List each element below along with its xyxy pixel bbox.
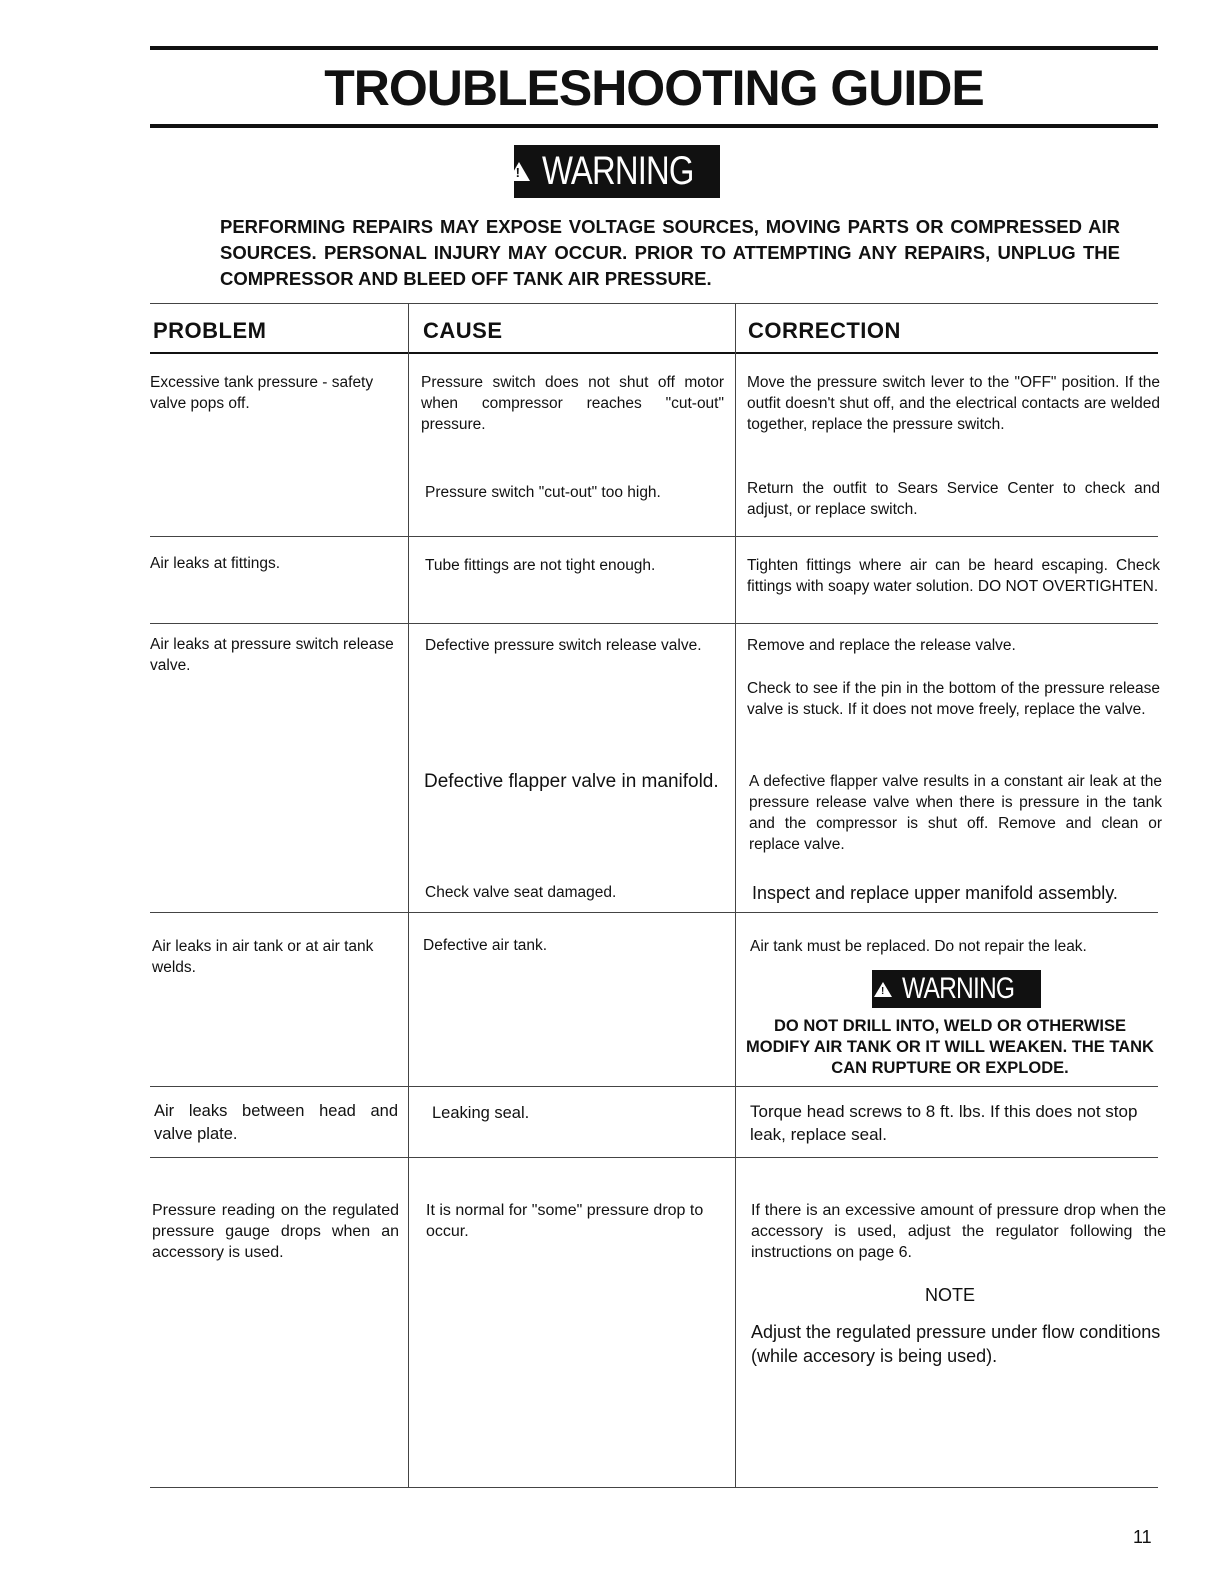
tank-warning-badge — [872, 970, 1041, 1008]
tank-warning-text: DO NOT DRILL INTO, WELD OR OTHERWISE MODIFY AIR TANK OR IT WILL WEAKEN. THE TANK CAN RUPTURE OR EXPLODE. — [746, 1017, 1154, 1077]
column-divider — [408, 303, 409, 1487]
correction-cell: Move the pressure switch lever to the "OFF" position. If the outfit doesn't shut off, and the electrical contacts are welded together, replace the pressure switch. — [747, 374, 1160, 433]
correction-cell: Remove and replace the release valve. — [747, 637, 1016, 654]
header-correction: CORRECTION — [748, 318, 901, 343]
cause-cell: Check valve seat damaged. — [425, 884, 617, 901]
cause-cell: Pressure switch does not shut off motor when compressor reaches "cut-out" pressure. — [421, 374, 724, 433]
problem-cell: Air leaks at pressure switch release valve. — [150, 636, 394, 674]
row-divider — [150, 1086, 1158, 1087]
row-divider — [150, 623, 1158, 624]
top-rule — [150, 46, 1158, 50]
header-problem: PROBLEM — [153, 318, 267, 343]
warning-triangle-icon: ! — [508, 162, 530, 181]
cause-cell: It is normal for "some" pressure drop to occur. — [426, 1202, 704, 1240]
column-divider — [735, 303, 736, 1487]
note-text: Adjust the regulated pressure under flow conditions (while accesory is being used). — [751, 1322, 1161, 1366]
warning-triangle-icon: ! — [874, 982, 892, 997]
correction-cell: Torque head screws to 8 ft. lbs. If this does not stop leak, replace seal. — [750, 1102, 1138, 1144]
title-underline — [150, 124, 1158, 128]
cause-cell: Defective air tank. — [423, 937, 548, 954]
page-number: 11 — [1133, 1527, 1152, 1547]
page-title: TROUBLESHOOTING GUIDE — [324, 60, 984, 116]
row-divider — [150, 1157, 1158, 1158]
row-divider — [150, 912, 1158, 913]
problem-cell: Pressure reading on the regulated pressure gauge drops when an accessory is used. — [152, 1202, 399, 1261]
correction-cell: Check to see if the pin in the bottom of the pressure release valve is stuck. If it does not move freely, replace the valve. — [747, 680, 1160, 718]
problem-cell: Air leaks in air tank or at air tank welds. — [152, 938, 374, 976]
cause-cell: Leaking seal. — [432, 1104, 530, 1122]
cause-cell: Defective flapper valve in manifold. — [424, 771, 719, 792]
correction-cell: Inspect and replace upper manifold assembly. — [752, 883, 1118, 903]
problem-cell: Air leaks between head and valve plate. — [154, 1102, 398, 1143]
header-cause: CAUSE — [423, 318, 503, 343]
main-warning-text: PERFORMING REPAIRS MAY EXPOSE VOLTAGE SOURCES, MOVING PARTS OR COMPRESSED AIR SOURCES. PERSONAL INJURY MAY OCCUR. PRIOR TO ATTEMPTING ANY REPAIRS, UNPLUG THE COMPRESSOR AND BLEED OFF TANK AIR PRESSURE. — [220, 216, 1120, 289]
correction-cell: If there is an excessive amount of pressure drop when the accessory is used, adjust the regulator following the instructions on page 6. — [751, 1202, 1166, 1261]
row-divider — [150, 536, 1158, 537]
header-rule — [150, 352, 1158, 354]
correction-cell: Return the outfit to Sears Service Center to check and adjust, or replace switch. — [747, 480, 1160, 518]
warning-badge — [514, 145, 720, 198]
cause-cell: Pressure switch "cut-out" too high. — [425, 484, 661, 501]
tank-warning-badge-label: WARNING — [902, 972, 1015, 1005]
note-label: NOTE — [924, 1285, 975, 1305]
correction-cell: Tighten fittings where air can be heard escaping. Check fittings with soapy water solution. DO NOT OVERTIGHTEN. — [747, 557, 1160, 595]
correction-cell: A defective flapper valve results in a constant air leak at the pressure release valve when there is pressure in the tank and the compressor is shut off. Remove and clean or replace valve. — [749, 773, 1162, 853]
cause-cell: Tube fittings are not tight enough. — [425, 557, 656, 574]
warning-badge-label: WARNING — [541, 149, 694, 193]
correction-cell: Air tank must be replaced. Do not repair the leak. — [750, 938, 1087, 955]
problem-cell: Air leaks at fittings. — [150, 555, 281, 572]
problem-cell: Excessive tank pressure - safety valve pops off. — [150, 374, 374, 412]
table-bottom-rule — [150, 1487, 1158, 1488]
cause-cell: Defective pressure switch release valve. — [425, 637, 702, 654]
table-top-rule — [150, 303, 1158, 304]
